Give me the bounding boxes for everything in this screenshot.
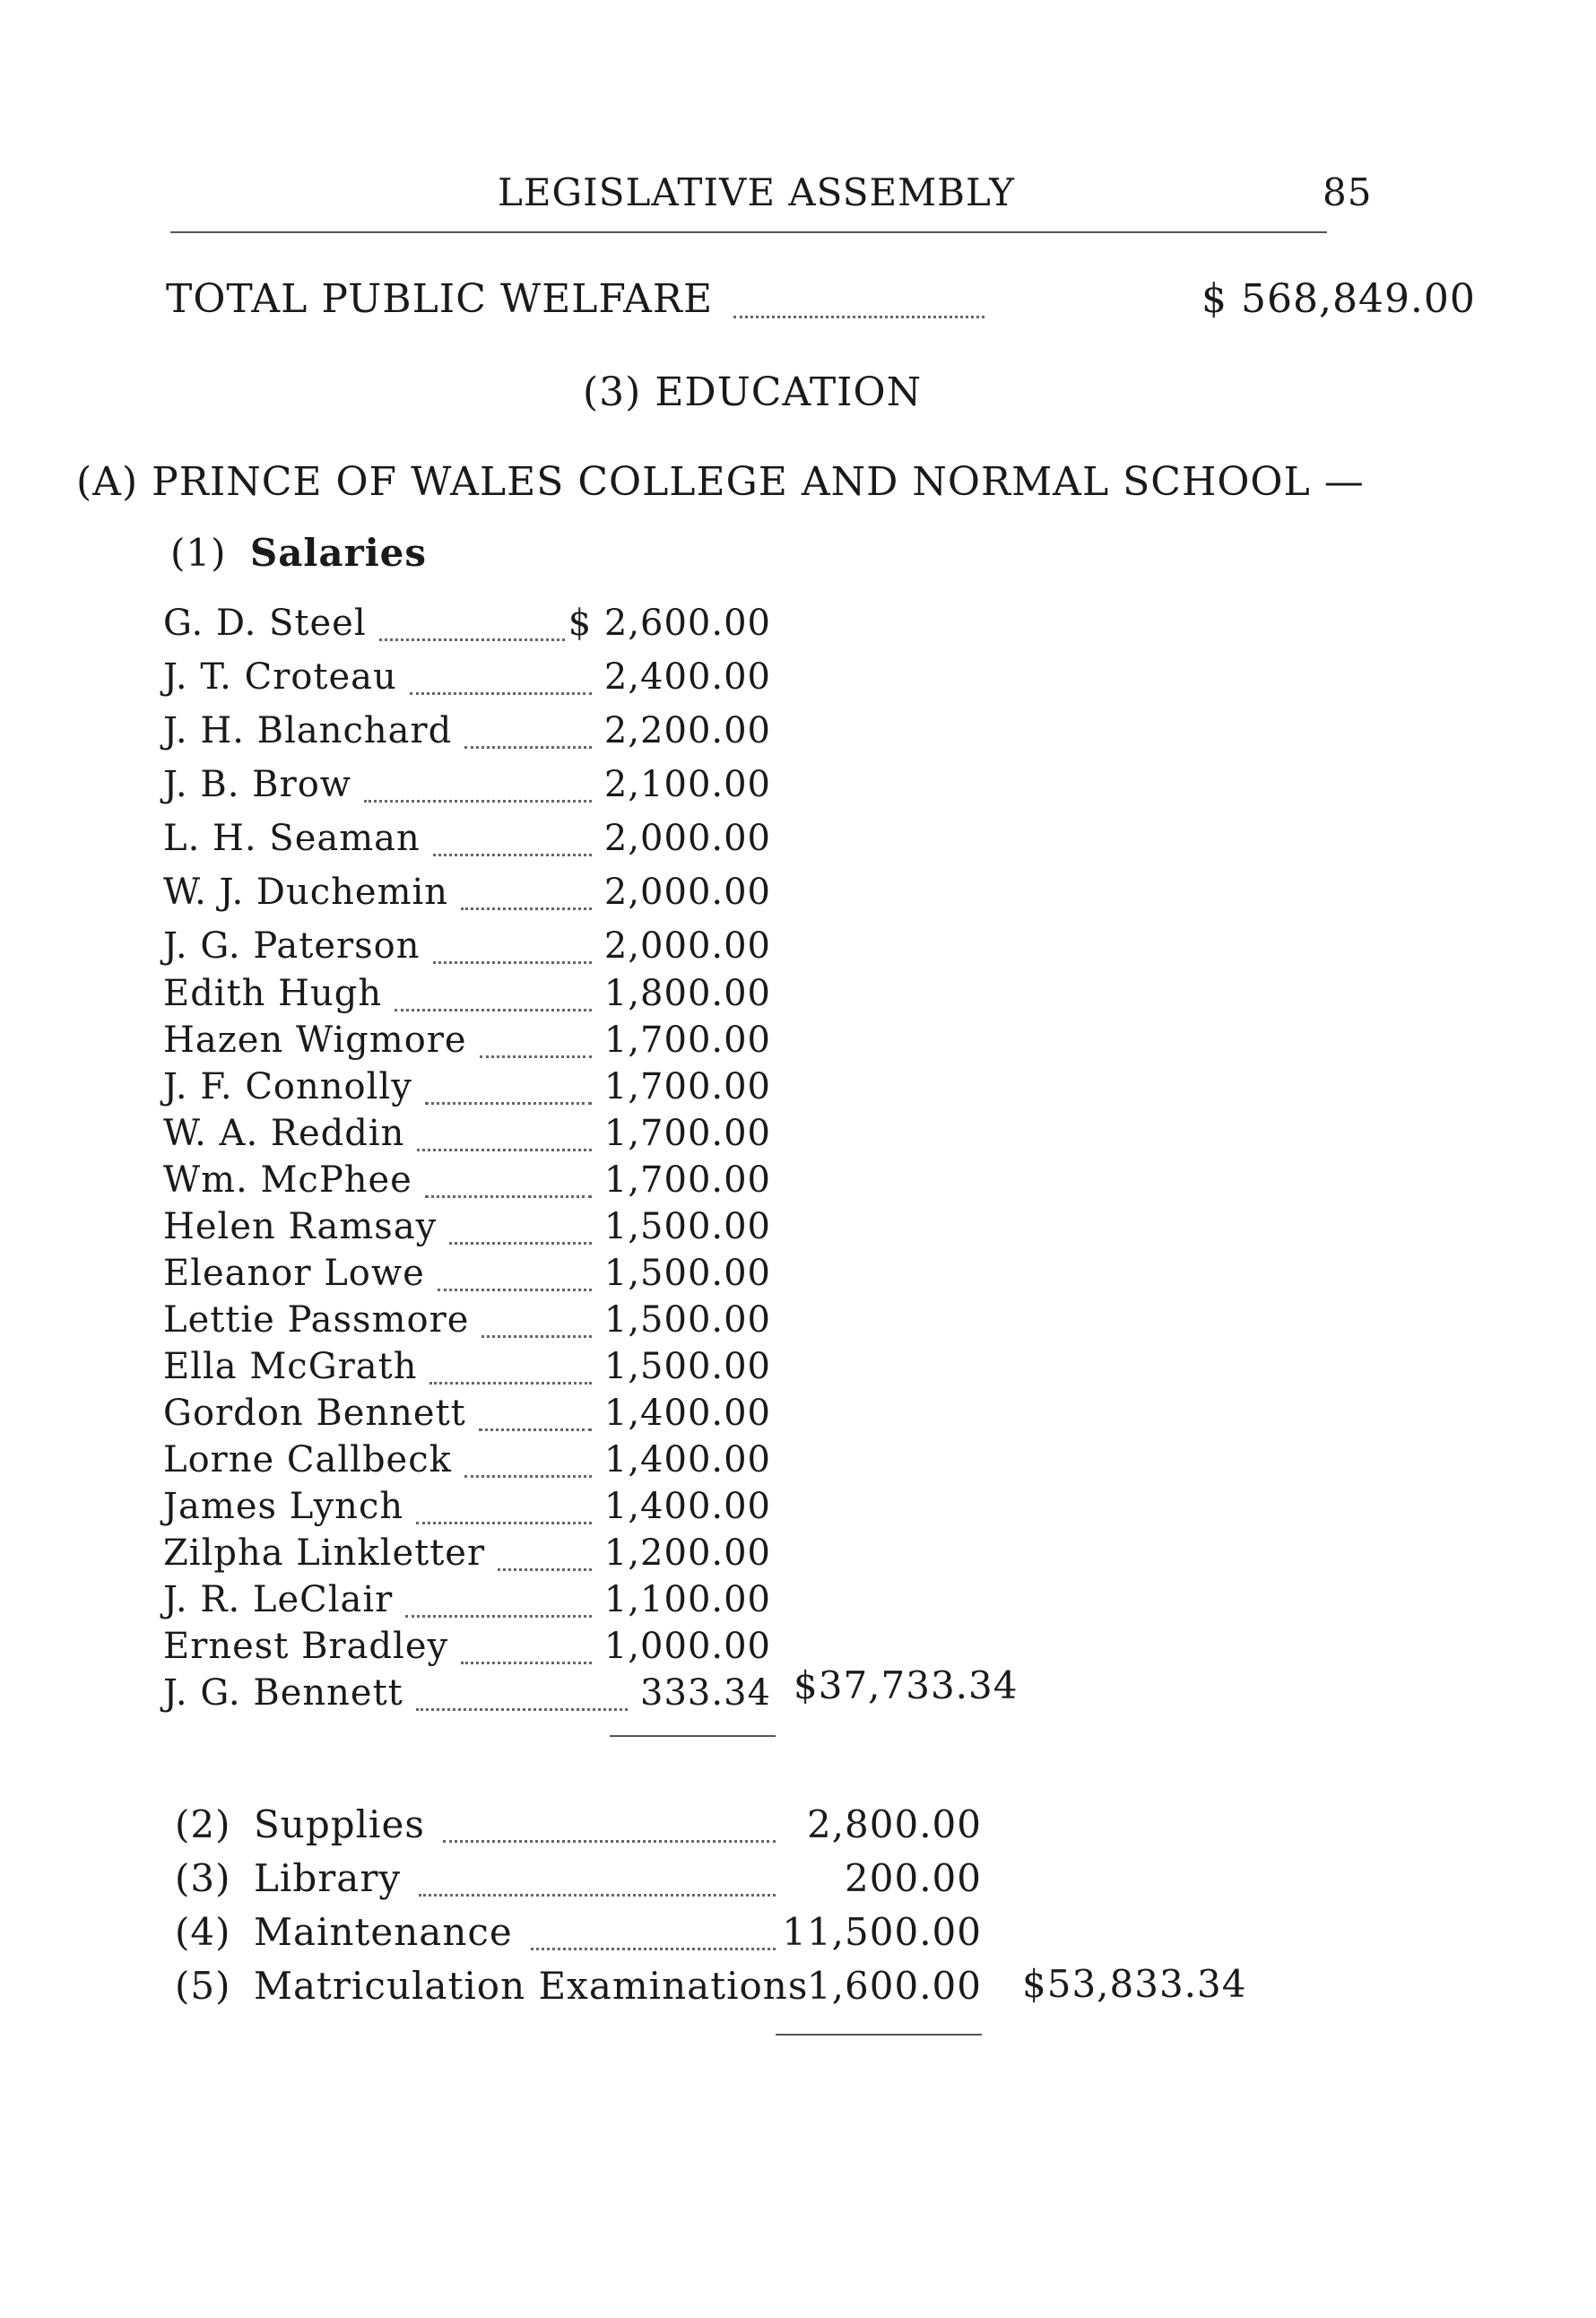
salary-leader: [416, 1708, 628, 1711]
salary-amount: 1,100.00: [603, 1579, 771, 1620]
salaries-total: $37,733.34: [794, 1663, 1019, 1707]
total-label: TOTAL PUBLIC WELFARE: [166, 276, 714, 322]
item-amount: 1,600.00: [806, 1964, 982, 2008]
salary-name: Lettie Passmore: [163, 1299, 470, 1341]
salary-amount: 1,700.00: [603, 1159, 771, 1201]
item-leader: [531, 1948, 776, 1950]
salary-amount: 1,400.00: [603, 1393, 771, 1434]
salary-name: W. J. Duchemin: [163, 872, 449, 913]
salary-leader: [433, 854, 592, 856]
salary-leader: [433, 961, 592, 964]
salary-leader: [417, 1149, 591, 1151]
salary-amount: 1,800.00: [603, 973, 771, 1014]
salary-leader: [410, 692, 592, 695]
item-number: (5): [175, 1964, 231, 2008]
salary-leader: [464, 746, 592, 749]
item-amount: 2,800.00: [806, 1802, 982, 1846]
item-label: Library: [254, 1856, 402, 1900]
salary-amount: 1,400.00: [603, 1486, 771, 1527]
header-rule: [170, 231, 1327, 233]
item-amount: 11,500.00: [782, 1910, 982, 1954]
salary-name: J. F. Connolly: [163, 1066, 412, 1107]
item-leader: [443, 1840, 776, 1843]
salary-leader: [464, 1475, 592, 1478]
salary-name: Edith Hugh: [163, 973, 383, 1014]
salary-name: Gordon Bennett: [163, 1393, 466, 1434]
salary-name: J. T. Croteau: [163, 656, 397, 698]
salary-leader: [429, 1382, 591, 1385]
salary-amount: 1,700.00: [603, 1020, 771, 1061]
salary-amount: 1,500.00: [603, 1346, 771, 1387]
salary-leader: [498, 1568, 592, 1571]
page-number: 85: [1323, 170, 1373, 214]
salary-amount: 1,400.00: [603, 1439, 771, 1480]
grand-total: $53,833.34: [1022, 1962, 1247, 2006]
salary-name: Ernest Bradley: [163, 1626, 449, 1667]
salary-leader: [461, 1662, 592, 1664]
section-subtitle: (A) PRINCE OF WALES COLLEGE AND NORMAL SCHOOL —: [76, 459, 1365, 505]
salary-name: G. D. Steel: [163, 603, 367, 644]
item-label: Supplies: [254, 1802, 425, 1846]
salary-leader: [395, 1009, 592, 1011]
total-amount: $ 568,849.00: [1201, 276, 1476, 322]
salary-name: Helen Ramsay: [163, 1206, 438, 1247]
salary-name: J. H. Blanchard: [163, 710, 453, 751]
salary-leader: [481, 1335, 591, 1338]
salary-name: Eleanor Lowe: [163, 1253, 425, 1294]
salary-name: Wm. McPhee: [163, 1159, 412, 1201]
salary-name: L. H. Seaman: [163, 818, 421, 859]
salary-amount: 1,500.00: [603, 1206, 771, 1247]
item-amount: 200.00: [845, 1856, 982, 1900]
salaries-heading: [170, 531, 427, 575]
salary-leader: [425, 1195, 592, 1198]
salary-amount: 1,700.00: [603, 1066, 771, 1107]
salary-amount: 1,200.00: [603, 1532, 771, 1574]
salary-amount: 2,000.00: [603, 818, 771, 859]
salary-name: Hazen Wigmore: [163, 1020, 467, 1061]
salary-amount: 1,500.00: [603, 1299, 771, 1341]
total-leader: [733, 316, 984, 318]
salary-name: J. R. LeClair: [163, 1579, 394, 1620]
salary-leader: [379, 638, 565, 641]
salary-name: James Lynch: [163, 1486, 404, 1527]
salary-amount: 1,700.00: [603, 1113, 771, 1154]
salary-amount: 2,200.00: [603, 710, 771, 751]
salary-leader: [364, 800, 592, 803]
salary-leader: [438, 1289, 592, 1291]
item-leader: [419, 1894, 776, 1897]
salary-name: J. B. Brow: [163, 764, 352, 805]
salary-amount: 2,000.00: [603, 872, 771, 913]
salary-amount: 1,500.00: [603, 1253, 771, 1294]
salary-amount: 1,000.00: [603, 1626, 771, 1667]
salary-leader: [405, 1615, 592, 1618]
salary-name: Ella McGrath: [163, 1346, 418, 1387]
salaries-rule: [610, 1735, 776, 1737]
item-number: (3): [175, 1856, 231, 1900]
salary-amount: 2,000.00: [603, 925, 771, 967]
salary-leader: [449, 1242, 592, 1245]
salary-name: J. G. Bennett: [163, 1672, 403, 1714]
salary-leader: [416, 1522, 592, 1524]
item-label: Maintenance: [254, 1910, 513, 1954]
running-title: LEGISLATIVE ASSEMBLY: [498, 170, 1015, 214]
salary-amount: $ 2,600.00: [568, 603, 771, 644]
item-label: Matriculation Examinations: [254, 1964, 809, 2008]
salary-name: Zilpha Linkletter: [163, 1532, 486, 1574]
salary-name: Lorne Callbeck: [163, 1439, 452, 1480]
section-title: (3) EDUCATION: [583, 369, 923, 415]
salary-amount: 333.34: [640, 1672, 771, 1714]
item-number: (2): [175, 1802, 231, 1846]
salary-leader: [479, 1428, 592, 1431]
salary-name: J. G. Paterson: [163, 925, 421, 967]
grand-rule: [776, 2034, 982, 2036]
salary-leader: [461, 907, 592, 910]
salary-name: W. A. Reddin: [163, 1113, 405, 1154]
item-number: (4): [175, 1910, 231, 1954]
salary-amount: 2,400.00: [603, 656, 771, 698]
salaries-heading-number: (1): [170, 531, 227, 575]
salary-leader: [480, 1055, 592, 1058]
salary-amount: 2,100.00: [603, 764, 771, 805]
salaries-heading-label: Salaries: [249, 531, 428, 575]
salary-leader: [425, 1102, 592, 1105]
